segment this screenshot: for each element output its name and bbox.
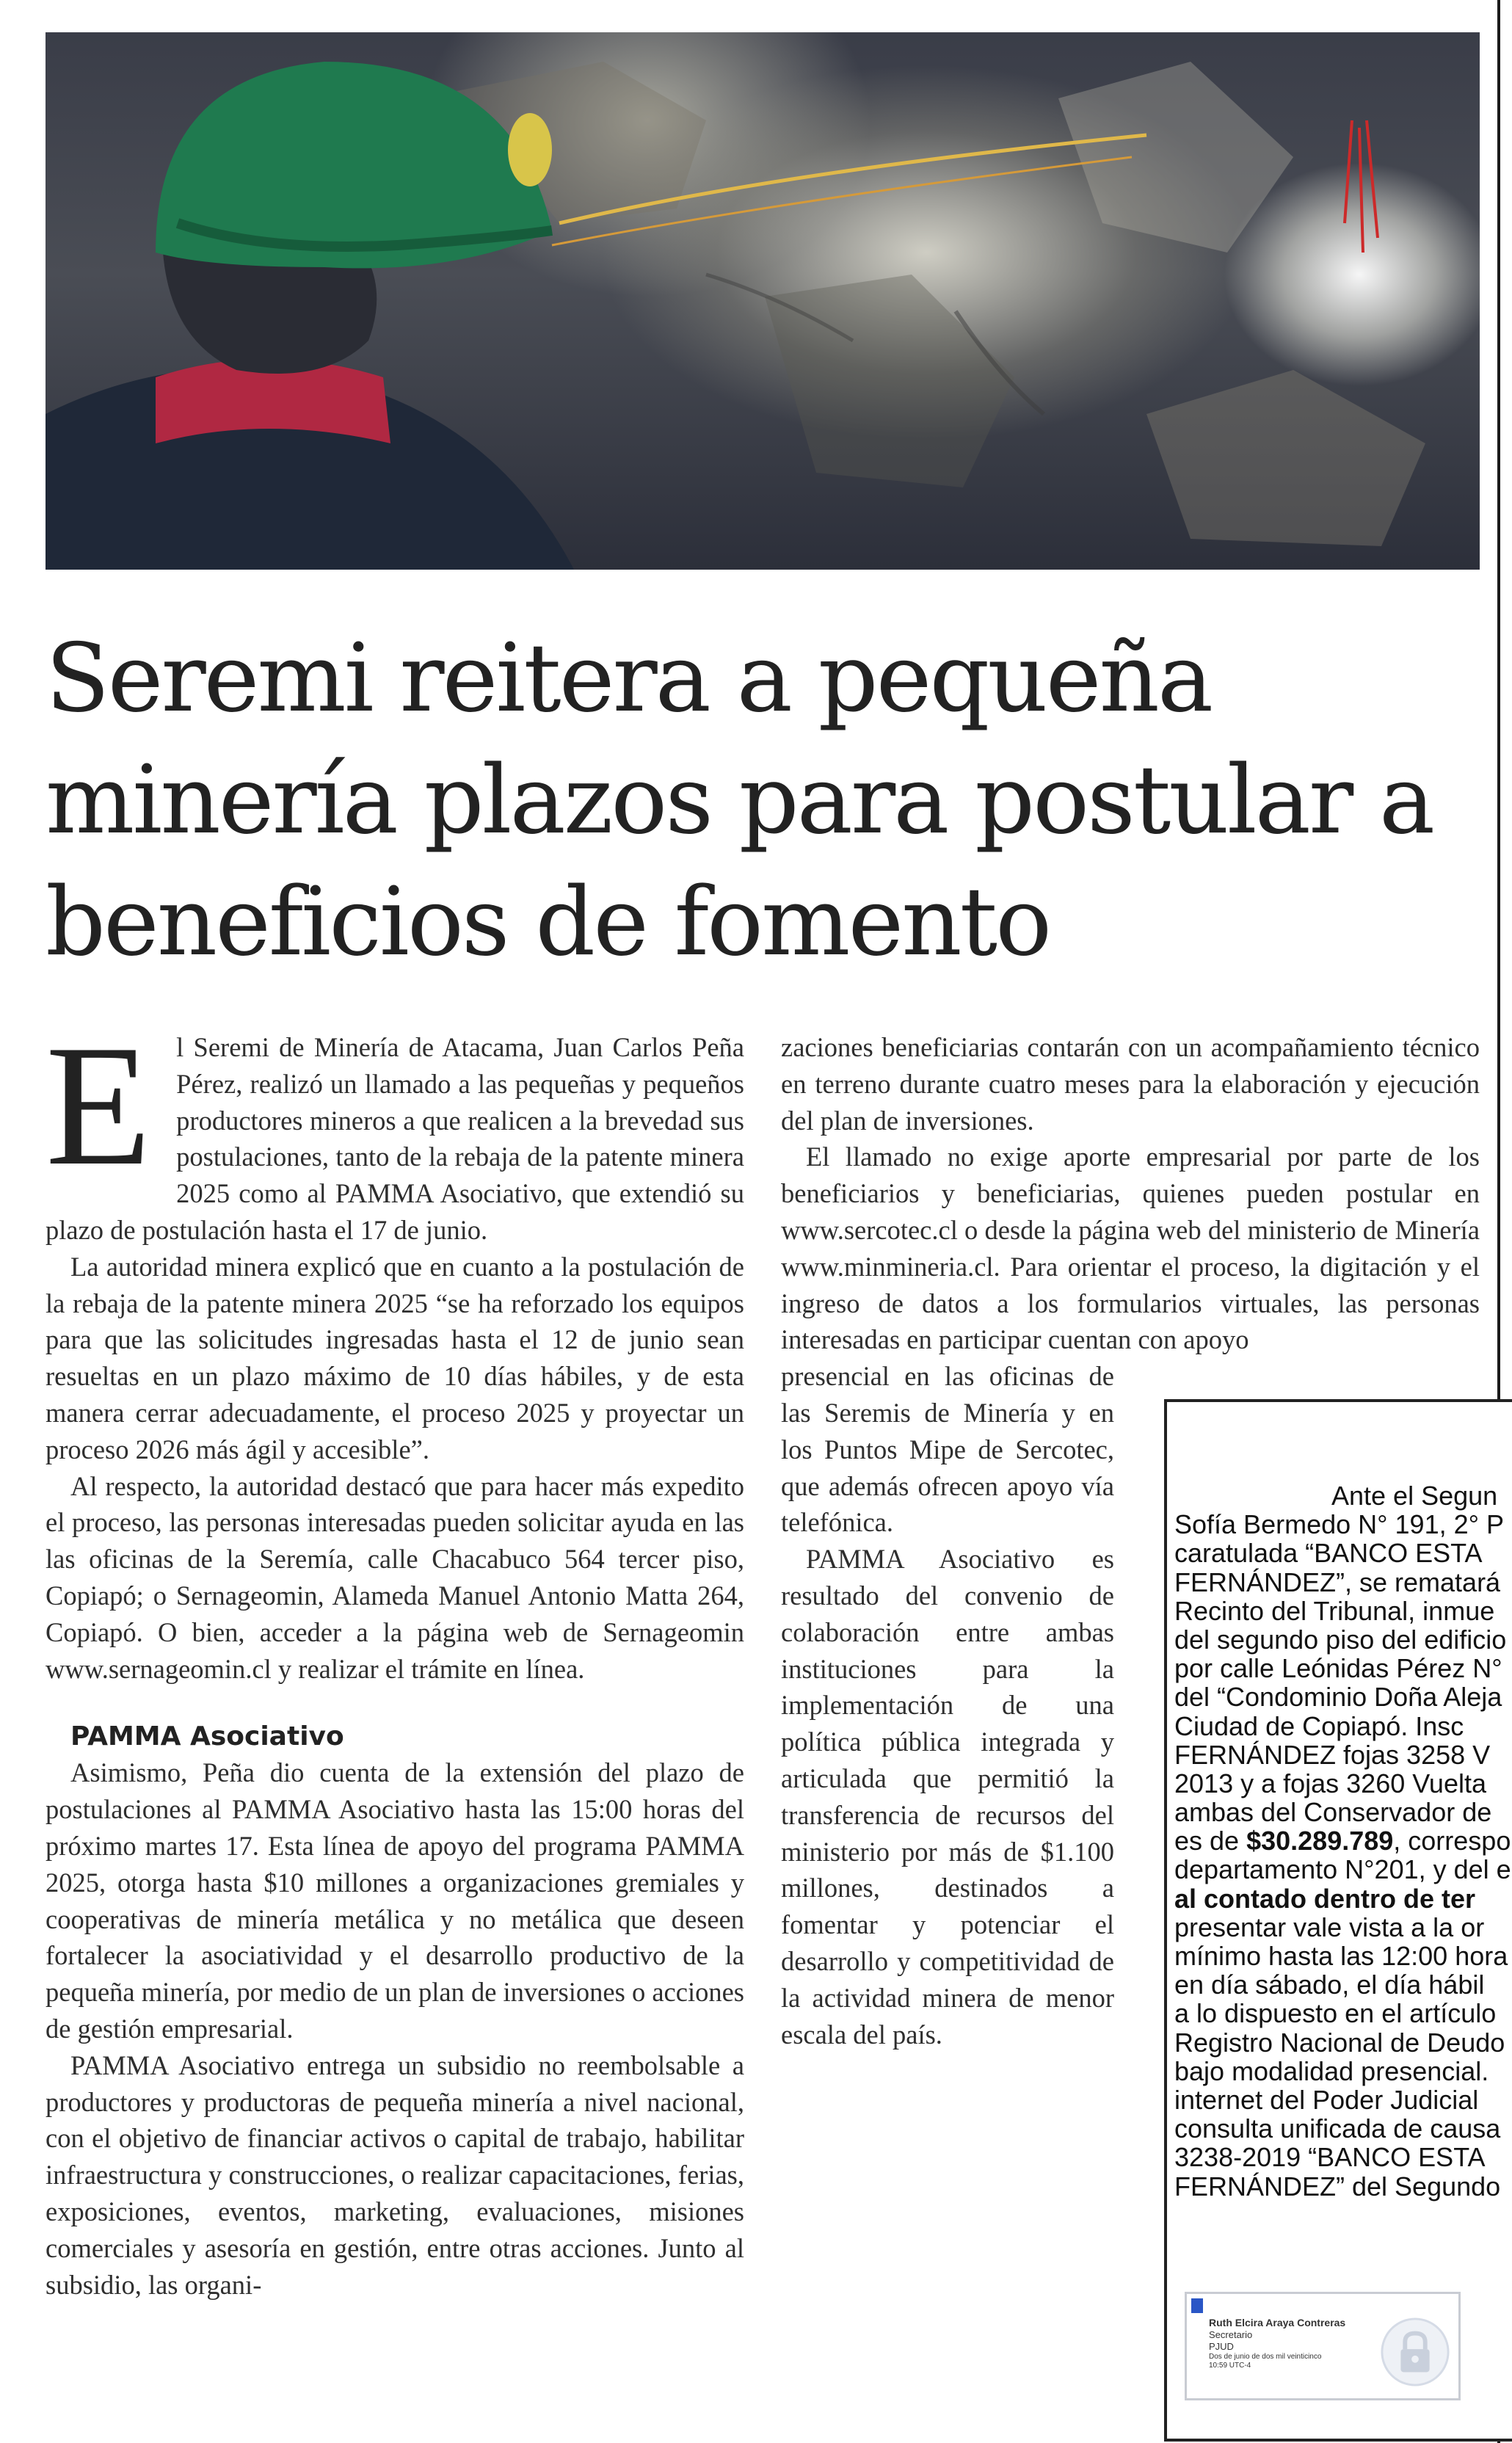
notice-line: presentar vale vista a la or [1174,1912,1485,1942]
notice-line: del “Condominio Doña Aleja [1174,1682,1502,1713]
signer-name: Ruth Elcira Araya Contreras [1209,2317,1346,2328]
article-column-1 [46,1010,744,2303]
article-paragraph-1: l Seremi de Minería de Atacama, Juan Carlos Peña Pérez, realizó un llamado a las pequeñas y pequeños productores mineros a que realicen a la brevedad sus postulaciones, tanto de la rebaja de la patente minera 2025 como al PAMMA Asociativo, que extendió su plazo de postulación hasta el 17 de junio. [46,1032,744,1245]
legal-notice-text [1174,1481,1512,2201]
headline [46,618,1484,984]
miner-scene [46,32,1480,570]
notice-line: FERNÁNDEZ” del Segundo [1174,2171,1501,2201]
article-paragraph-6-end: presencial en las oficinas de las Seremis de Minería y en los Puntos Mipe de Sercotec, que además ofrecen apoyo vía telefónica. [781,1361,1114,1538]
headline-line-1: Seremi reitera a pequeña [46,624,1212,733]
pjud-badge-icon [1191,2298,1203,2313]
notice-line: 3238-2019 “BANCO ESTA [1174,2142,1486,2173]
article-paragraph-4: Asimismo, Peña dio cuenta de la extensión del plazo de postulaciones al PAMMA Asociativo hasta las 15:00 horas del próximo martes 17. Esta línea de apoyo del programa PAMMA 2025, otorga hasta $10 millones a organizaciones gremiales y cooperativas de minería metálica y no metálica que deseen fortalecer la asociatividad y el desarrollo productivo de la pequeña minería, por medio de un plan de inversiones o acciones de gestión empresarial. [46,1757,744,2044]
notice-line: mínimo hasta las 12:00 hora [1174,1941,1508,1971]
notice-line: del segundo piso del edificio [1174,1624,1507,1655]
headline-line-3: beneficios de fomento [46,868,1050,977]
notice-line-bold: al contado dentro de ter [1174,1883,1476,1914]
article-paragraph-2: La autoridad minera explicó que en cuanto a la postulación de la rebaja de la patente minera 2025 “se ha reforzado los equipos para que las solicitudes ingresadas hasta el 12 de junio sean resueltas en un plazo máximo de 10 días hábiles, y de esta manera cerrar adecuadamente, el proceso 2025 y proyectar un proceso 2026 más ágil y accesible”. [46,1251,744,1464]
signer-org: PJUD [1209,2341,1234,2352]
article-narrow-block [781,1358,1114,2052]
notice-line: bajo modalidad presencial. [1174,2055,1489,2086]
notice-line: Sofía Bermedo N° 191, 2° P [1174,1509,1505,1540]
notice-line: en día sábado, el día hábil [1174,1970,1485,2000]
article-paragraph-3: Al respecto, la autoridad destacó que para hacer más expedito el proceso, las personas interesadas pueden solicitar ayuda en las las oficinas de la Seremía, calle Chacabuco 564 tercer piso, Copiapó; o Sernageomin, Alameda Manuel Antonio Matta 264, Copiapó. O bien, acceder a la página web de Sernageomin www.sernageomin.cl y realizar el trámite en línea. [46,1470,744,1684]
electronic-signature-stamp [1185,2292,1461,2400]
notice-line: consulta unificada de causa [1174,2113,1501,2144]
signature-time: 10:59 UTC-4 [1209,2362,1251,2370]
notice-line: por calle Leónidas Pérez N° [1174,1653,1502,1684]
signature-date: Dos de junio de dos mil veinticinco [1209,2353,1322,2361]
notice-line: caratulada “BANCO ESTA [1174,1538,1483,1569]
section-subhead: PAMMA Asociativo [70,1721,344,1752]
article-photo [46,32,1480,570]
notice-line: ambas del Conservador de [1174,1797,1492,1828]
notice-line: Recinto del Tribunal, inmue [1174,1595,1495,1626]
notice-line: departamento N°201, y del e [1174,1854,1511,1885]
article-paragraph-7: PAMMA Asociativo es resultado del convenio de colaboración entre ambas instituciones para la implementación de una política pública integrada y articulada que permitió la transferencia de recursos del ministerio por más de $1.100 millones, destinados a fomentar y potenciar el desarrollo y competitividad de la actividad minera de menor escala del país. [781,1544,1114,2050]
auction-amount: $30.289.789 [1246,1826,1394,1856]
article-paragraph-5: PAMMA Asociativo entrega un subsidio no reembolsable a productores y productoras de pequeña minería a nivel nacional, con el objetivo de financiar activos o capital de trabajo, habilitar infraestructura y construcciones, o realizar capacitaciones, ferias, exposiciones, eventos, marketing, evaluaciones, misiones comerciales y asesoría en gestión, entre otras acciones. Junto al subsidio, las organi- [46,2050,744,2300]
notice-line-amount: es de $30.289.789, correspo [1174,1826,1511,1856]
article-paragraph-5-continued: zaciones beneficiarias contarán con un acompañamiento técnico en terreno durante cuatro meses para la elaboración y ejecución del plan de inversiones. [781,1032,1480,1136]
headline-line-2: minería plazos para postular a [46,746,1433,855]
notice-line: a lo dispuesto en el artículo [1174,1998,1497,2029]
notice-line: FERNÁNDEZ fojas 3258 V [1174,1739,1491,1770]
notice-line: Ante el Segun [1331,1481,1498,1511]
drop-cap: E [46,1010,152,1202]
notice-line: FERNÁNDEZ”, se rematará [1174,1567,1501,1597]
article-paragraph-6: El llamado no exige aporte empresarial por parte de los beneficiarios y beneficiarias, quienes pueden postular en www.sercotec.cl o desde la página web del ministerio de Minería www.minmineria.cl. Para orientar el proceso, la digitación y el ingreso de datos a los formularios virtuales, las personas interesadas en participar cuentan con apoyo [781,1141,1480,1355]
legal-notice-box [1164,1399,1512,2442]
notice-line: 2013 y a fojas 3260 Vuelta [1174,1768,1486,1798]
notice-line: internet del Poder Judicial [1174,2084,1479,2115]
signer-role: Secretario [1209,2329,1253,2340]
notice-line: Registro Nacional de Deudo [1174,2027,1505,2058]
lock-icon [1379,2316,1451,2388]
notice-line: Ciudad de Copiapó. Insc [1174,1710,1464,1741]
